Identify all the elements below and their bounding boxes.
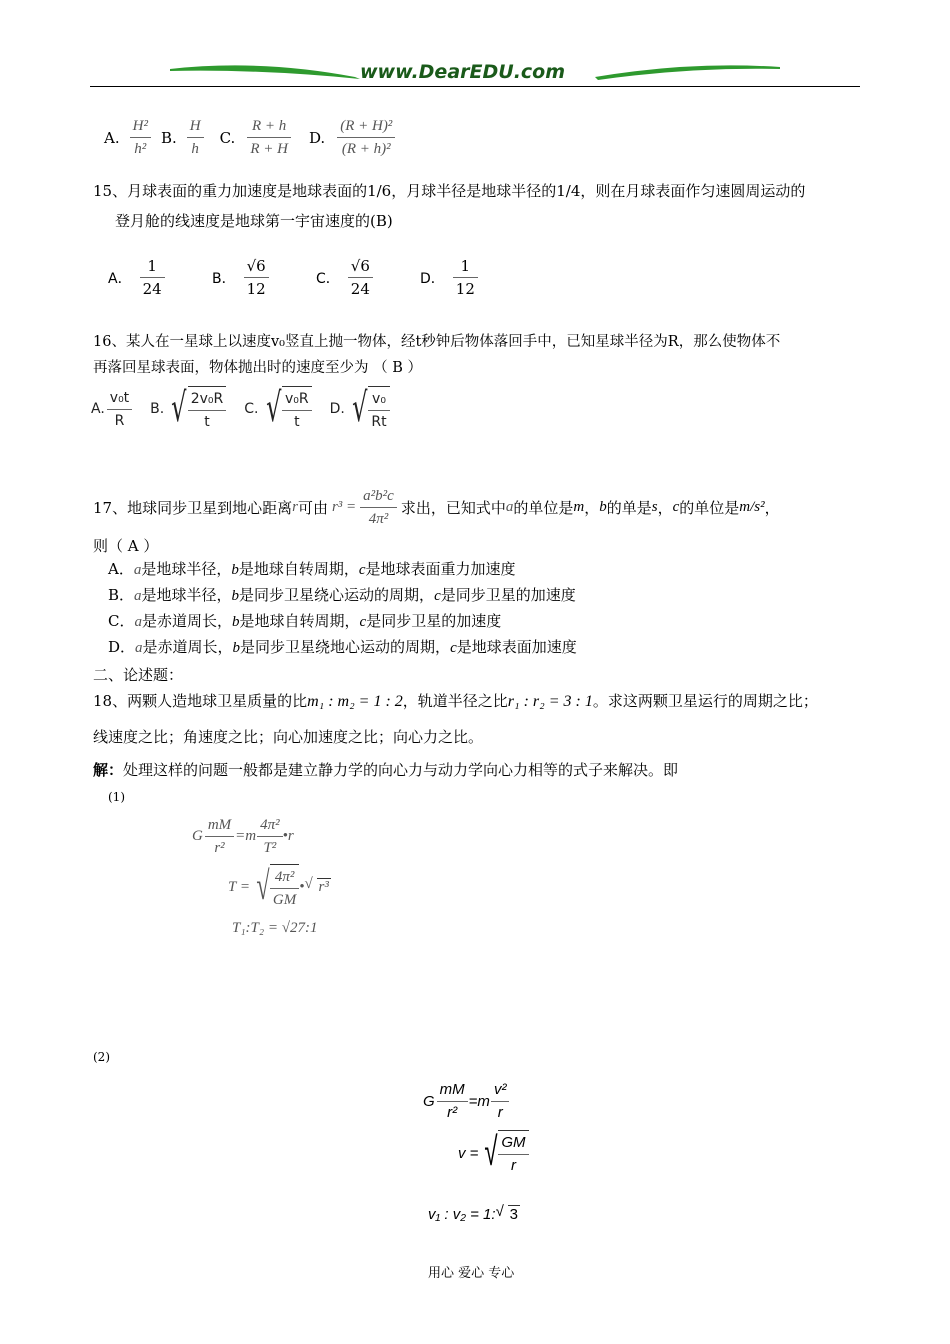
fraction: $\frac{\text{H²}}{\text{h²}}$ <box>130 116 151 159</box>
square-root: √ r³ <box>305 878 331 896</box>
q17-line1: 17、地球同步卫星到地心距离 r 可由 r³ = $\frac{\text{a²b²c}}{\text{4π²}}$ 求出，已知式中 a 的单位是 m ， b 的单是 s ， c 的单位是 m/s² ， <box>93 488 780 527</box>
q17-option-a: A．a是地球半径，b是地球自转周期，c是地球表面重力加速度 <box>108 560 516 578</box>
left-swoosh <box>170 65 360 79</box>
q14-options <box>104 116 395 159</box>
fraction: $\frac{H}{h}$ <box>187 116 204 159</box>
q14-option-a <box>104 116 151 159</box>
right-swoosh <box>595 65 780 80</box>
option-label: C. <box>244 401 259 417</box>
q18-solution: 解：处理这样的问题一般都是建立静力学的向心力与动力学向心力相等的式子来解决。即 <box>93 761 679 779</box>
q17-option-b: B．a是地球半径，b是同步卫星绕心运动的周期，c是同步卫星的加速度 <box>108 586 576 604</box>
q14-option-c <box>220 116 291 159</box>
q15-line2: 登月舱的线速度是地球第一宇宙速度的(B) <box>115 212 393 230</box>
q17-line2: 则（ A ） <box>93 537 159 555</box>
option-label: D. <box>329 401 345 417</box>
fraction: $\frac{mM}{\text{r²}}$ <box>437 1080 468 1123</box>
q16-line1: 16、某人在一星球上以速度v₀竖直上抛一物体，经t秒钟后物体落回手中，已知星球半径为R，那么使物体不 <box>93 334 781 350</box>
fraction: $\frac{\text{a²b²c}}{\text{4π²}}$ <box>360 486 397 529</box>
fraction: $\frac{√6}{12}$ <box>244 256 269 299</box>
square-root: √ $\frac{\text{v₀}}{Rt}$ <box>347 386 390 432</box>
q16-line2: 再落回星球表面，物体抛出时的速度至少为 （ B ） <box>93 360 422 376</box>
fraction: $\frac{\text{v₀}}{Rt}$ <box>368 389 389 432</box>
section-title: 二、论述题： <box>93 666 184 684</box>
square-root: √ $\frac{\text{2v₀R}}{t}$ <box>166 386 226 432</box>
fraction: $\frac{\text{(R + H)²}}{\text{(R + h)²}}$ <box>337 116 395 159</box>
q14-option-d <box>309 116 395 159</box>
option-label: B. <box>150 401 165 417</box>
q16-option-d <box>330 386 390 432</box>
logo-text: www.DearEDU.com <box>360 61 566 83</box>
q16-option-a <box>91 388 132 431</box>
part1-eq3: T₁:T₂ = √27:1 <box>232 920 318 936</box>
part2-eq1: G $\frac{mM}{\text{r²}}$ =m $\frac{\text{v²}}{r}$ <box>423 1080 509 1123</box>
part1-eq2: T = √ $\frac{\text{4π²}}{GM}$ • √ r³ <box>228 864 331 910</box>
footer-text: 用心 爱心 专心 <box>428 1266 515 1281</box>
q16-option-b <box>150 386 226 432</box>
option-label: B． <box>212 270 236 287</box>
fraction: $\frac{1}{24}$ <box>140 256 165 299</box>
fraction: $\frac{GM}{r}$ <box>498 1133 528 1176</box>
square-root: √ 3 <box>496 1205 520 1223</box>
option-label: D. <box>308 128 326 147</box>
part2-eq3: v₁ : v₂ = 1:√ 3 <box>428 1205 520 1223</box>
fraction: $\frac{\text{v₀t}}{R}$ <box>107 388 132 431</box>
q14-option-b <box>161 116 204 159</box>
header-rule <box>90 86 860 87</box>
option-label: B. <box>160 128 177 147</box>
option-label: D． <box>420 270 445 287</box>
part2-label: (2) <box>93 1050 110 1064</box>
option-label: A. <box>104 128 120 147</box>
q18-line2: 线速度之比；角速度之比；向心加速度之比；向心力之比。 <box>93 728 484 746</box>
q15-line1: 15、月球表面的重力加速度是地球表面的1/6，月球半径是地球半径的1/4，则在月球表面作匀速圆周运动的 <box>93 182 806 200</box>
square-root: √ $\frac{GM}{r}$ <box>480 1130 528 1176</box>
fraction: $\frac{1}{12}$ <box>453 256 478 299</box>
fraction: $\frac{\text{4π²}}{GM}$ <box>270 867 299 910</box>
q18-line1: 18、两颗人造地球卫星质量的比m₁ : m₂ = 1 : 2，轨道半径之比r₁ : r₂ = 3 : 1。求这两颗卫星运行的周期之比； <box>93 692 818 710</box>
part1-eq1: G $\frac{mM}{\text{r²}}$ =m $\frac{\text{4π²}}{\text{T²}}$ •r <box>192 817 294 856</box>
option-label: C. <box>219 128 236 147</box>
q15-option-b <box>212 256 316 299</box>
q15-option-d <box>420 256 478 299</box>
fraction: $\frac{√6}{24}$ <box>348 256 373 299</box>
option-label: A． <box>108 270 132 287</box>
header <box>90 55 860 91</box>
fraction: $\frac{\text{v₀R}}{t}$ <box>282 389 312 432</box>
fraction: $\frac{\text{v²}}{r}$ <box>491 1080 510 1123</box>
fraction: $\frac{\text{2v₀R}}{t}$ <box>188 389 227 432</box>
q17-option-d: D．a是赤道周长，b是同步卫星绕地心运动的周期，c是地球表面加速度 <box>108 638 577 656</box>
fraction: $\frac{mM}{\text{r²}}$ <box>205 815 234 858</box>
square-root: √ $\frac{\text{v₀R}}{t}$ <box>261 386 312 432</box>
q16-options <box>91 386 390 432</box>
option-label: A. <box>91 401 105 417</box>
fraction: $\frac{\text{4π²}}{\text{T²}}$ <box>257 815 283 858</box>
part2-eq2: v = √ $\frac{GM}{r}$ <box>458 1130 529 1176</box>
square-root: √ $\frac{\text{4π²}}{GM}$ <box>252 864 299 910</box>
part1-label: (1) <box>108 790 125 804</box>
option-label: C． <box>316 270 340 287</box>
fraction: $\frac{R + h}{R + H}$ <box>247 116 291 159</box>
q16-option-c <box>244 386 311 432</box>
q17-option-c: C．a是赤道周长，b是地球自转周期，c是同步卫星的加速度 <box>108 612 502 630</box>
q15-option-a <box>108 256 212 299</box>
q15-option-c <box>316 256 420 299</box>
q15-options <box>108 256 478 299</box>
